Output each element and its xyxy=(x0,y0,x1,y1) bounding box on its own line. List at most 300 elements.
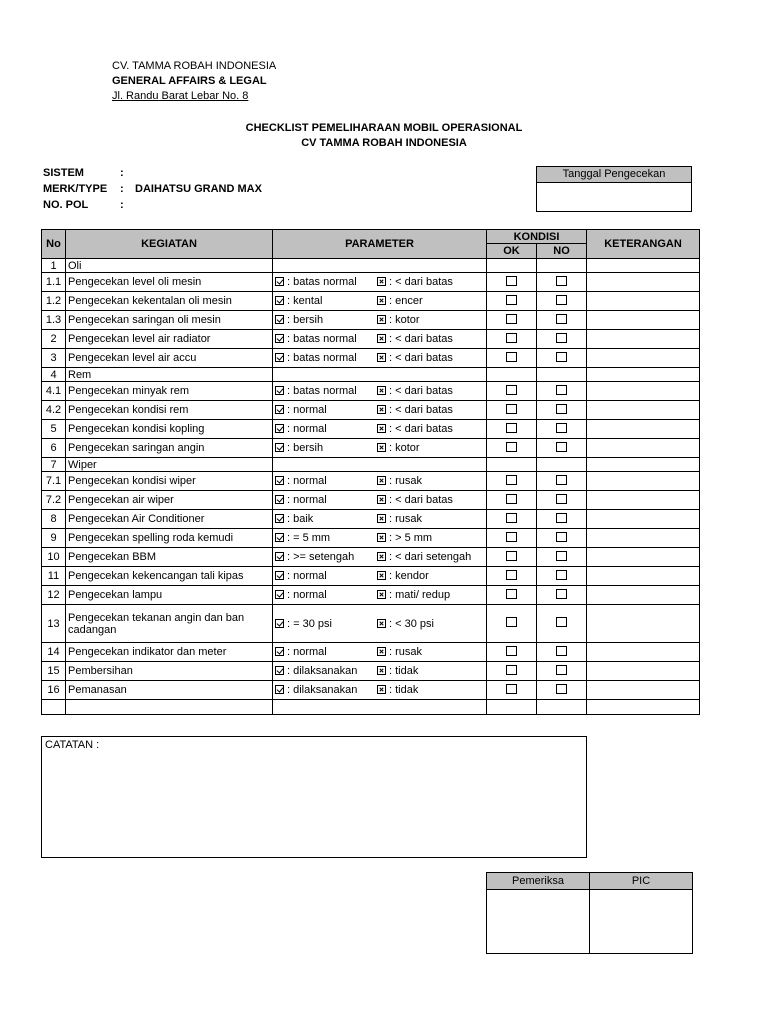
param-ok-text: : bersih xyxy=(287,442,324,454)
kondisi-ok-checkbox[interactable] xyxy=(506,684,517,694)
param-not-ok-text: : < 30 psi xyxy=(389,617,434,630)
param-ok-text: : normal xyxy=(287,404,327,416)
checkbox-checked-icon xyxy=(275,619,284,628)
kondisi-no-checkbox[interactable] xyxy=(556,570,567,580)
kondisi-ok-checkbox[interactable] xyxy=(506,404,517,414)
kondisi-no-cell xyxy=(537,529,587,548)
table-row xyxy=(42,605,700,643)
info-row-merk xyxy=(43,181,262,197)
row-parameter xyxy=(273,491,487,510)
checkbox-crossed-icon xyxy=(377,315,386,324)
section-row xyxy=(42,458,700,472)
kondisi-no-cell xyxy=(537,401,587,420)
row-kegiatan: Pemanasan xyxy=(66,681,273,700)
row-number: 3 xyxy=(42,349,66,368)
param-ok-text: : dilaksanakan xyxy=(287,684,358,696)
checkbox-checked-icon xyxy=(275,495,284,504)
table-row xyxy=(42,292,700,311)
checkbox-checked-icon xyxy=(275,334,284,343)
row-parameter xyxy=(273,586,487,605)
param-not-ok xyxy=(377,314,420,326)
table-row xyxy=(42,439,700,458)
notes-label: CATATAN : xyxy=(45,739,100,751)
param-ok-text: : normal xyxy=(287,646,327,658)
row-number: 9 xyxy=(42,529,66,548)
kondisi-ok-checkbox[interactable] xyxy=(506,532,517,542)
row-parameter xyxy=(273,700,487,715)
kondisi-no-cell xyxy=(537,491,587,510)
param-not-ok-text: : kendor xyxy=(389,570,429,582)
param-not-ok-text: : < dari batas xyxy=(389,385,453,397)
kondisi-no-cell xyxy=(537,420,587,439)
kondisi-no-cell xyxy=(537,662,587,681)
checkbox-checked-icon xyxy=(275,443,284,452)
row-number xyxy=(42,700,66,715)
row-number: 1.1 xyxy=(42,273,66,292)
param-not-ok xyxy=(377,532,432,544)
param-not-ok xyxy=(377,385,453,397)
kondisi-ok-cell xyxy=(487,330,537,349)
row-parameter xyxy=(273,292,487,311)
param-ok xyxy=(275,684,357,696)
checkbox-checked-icon xyxy=(275,424,284,433)
kondisi-ok-checkbox[interactable] xyxy=(506,333,517,343)
checkbox-checked-icon xyxy=(275,590,284,599)
kondisi-no-checkbox[interactable] xyxy=(556,423,567,433)
kondisi-ok-cell xyxy=(487,700,537,715)
company-header xyxy=(112,59,276,104)
row-parameter xyxy=(273,349,487,368)
row-parameter xyxy=(273,311,487,330)
row-parameter xyxy=(273,472,487,491)
kondisi-ok-cell xyxy=(487,292,537,311)
header-kegiatan: KEGIATAN xyxy=(66,230,273,259)
row-kegiatan: Wiper xyxy=(66,458,273,472)
kondisi-no-cell xyxy=(537,273,587,292)
row-number: 16 xyxy=(42,681,66,700)
table-row xyxy=(42,273,700,292)
kondisi-ok-cell xyxy=(487,349,537,368)
checkbox-crossed-icon xyxy=(377,277,386,286)
param-ok xyxy=(275,442,323,454)
row-parameter xyxy=(273,259,487,273)
row-kegiatan: Pengecekan level oli mesin xyxy=(66,273,273,292)
checkbox-checked-icon xyxy=(275,405,284,414)
param-not-ok xyxy=(377,665,418,677)
kondisi-no-checkbox[interactable] xyxy=(556,475,567,485)
colon: : xyxy=(120,183,124,195)
param-not-ok xyxy=(377,646,422,658)
param-not-ok-text: : < dari batas xyxy=(389,423,453,435)
kondisi-ok-checkbox[interactable] xyxy=(506,617,517,627)
keterangan-cell[interactable] xyxy=(587,273,700,292)
checkbox-crossed-icon xyxy=(377,443,386,452)
row-number: 4 xyxy=(42,368,66,382)
row-parameter xyxy=(273,681,487,700)
document-title xyxy=(0,121,768,151)
row-parameter xyxy=(273,458,487,472)
kondisi-no-cell xyxy=(537,439,587,458)
checkbox-checked-icon xyxy=(275,277,284,286)
kondisi-no-checkbox[interactable] xyxy=(556,513,567,523)
table-row xyxy=(42,420,700,439)
section-row xyxy=(42,368,700,382)
vehicle-info xyxy=(43,165,262,213)
kondisi-no-checkbox[interactable] xyxy=(556,532,567,542)
colon: : xyxy=(120,167,124,179)
row-parameter xyxy=(273,273,487,292)
param-ok-text: : dilaksanakan xyxy=(287,665,358,677)
row-kegiatan: Pengecekan kekencangan tali kipas xyxy=(66,567,273,586)
param-not-ok-text: : mati/ redup xyxy=(389,589,451,601)
row-number: 6 xyxy=(42,439,66,458)
param-ok-text: : batas normal xyxy=(287,333,357,345)
pemeriksa-signature-field[interactable] xyxy=(487,890,590,954)
kondisi-no-checkbox[interactable] xyxy=(556,665,567,675)
kondisi-ok-cell xyxy=(487,439,537,458)
kondisi-no-cell xyxy=(537,567,587,586)
row-kegiatan: Pembersihan xyxy=(66,662,273,681)
param-ok xyxy=(275,618,332,630)
param-ok xyxy=(275,333,357,345)
row-kegiatan: Pengecekan tekanan angin dan ban cadangan xyxy=(66,605,273,643)
kondisi-ok-checkbox[interactable] xyxy=(506,352,517,362)
row-number: 12 xyxy=(42,586,66,605)
param-ok xyxy=(275,570,327,582)
kondisi-ok-checkbox[interactable] xyxy=(506,646,517,656)
header-kondisi: KONDISI xyxy=(487,230,587,244)
row-parameter xyxy=(273,510,487,529)
checkbox-checked-icon xyxy=(275,647,284,656)
keterangan-cell[interactable] xyxy=(587,491,700,510)
kondisi-ok-checkbox[interactable] xyxy=(506,295,517,305)
kondisi-no-checkbox[interactable] xyxy=(556,314,567,324)
row-parameter xyxy=(273,439,487,458)
pemeriksa-label: Pemeriksa xyxy=(487,873,590,890)
kondisi-ok-checkbox[interactable] xyxy=(506,276,517,286)
info-row-nopol xyxy=(43,197,262,213)
param-not-ok-text: : tidak xyxy=(389,684,419,696)
checkbox-crossed-icon xyxy=(377,685,386,694)
checkbox-crossed-icon xyxy=(377,296,386,305)
kondisi-ok-cell xyxy=(487,273,537,292)
kondisi-ok-cell xyxy=(487,529,537,548)
keterangan-cell[interactable] xyxy=(587,420,700,439)
param-not-ok-text: : rusak xyxy=(389,646,423,658)
section-row xyxy=(42,259,700,273)
kondisi-ok-checkbox[interactable] xyxy=(506,665,517,675)
kondisi-ok-checkbox[interactable] xyxy=(506,551,517,561)
row-kegiatan: Pengecekan kondisi kopling xyxy=(66,420,273,439)
kondisi-no-cell xyxy=(537,292,587,311)
kondisi-ok-cell xyxy=(487,662,537,681)
table-row xyxy=(42,401,700,420)
checklist-rows xyxy=(42,259,700,715)
checkbox-crossed-icon xyxy=(377,666,386,675)
date-field[interactable] xyxy=(537,183,691,212)
kondisi-no-cell xyxy=(537,259,587,273)
param-ok xyxy=(275,295,322,307)
kondisi-ok-checkbox[interactable] xyxy=(506,442,517,452)
table-row xyxy=(42,382,700,401)
checkbox-crossed-icon xyxy=(377,590,386,599)
kondisi-no-checkbox[interactable] xyxy=(556,551,567,561)
checkbox-crossed-icon xyxy=(377,386,386,395)
param-ok-text: : baik xyxy=(287,513,314,525)
checkbox-crossed-icon xyxy=(377,476,386,485)
param-ok-text: : kental xyxy=(287,295,323,307)
kondisi-ok-cell xyxy=(487,586,537,605)
param-ok-text: : normal xyxy=(287,494,327,506)
checkbox-checked-icon xyxy=(275,571,284,580)
header-no: No xyxy=(42,230,66,259)
row-number: 1.3 xyxy=(42,311,66,330)
merk-label: MERK/TYPE xyxy=(43,183,108,195)
param-not-ok-text: : < dari batas xyxy=(389,276,453,288)
row-number: 13 xyxy=(42,605,66,643)
kondisi-ok-cell xyxy=(487,368,537,382)
kondisi-no-checkbox[interactable] xyxy=(556,442,567,452)
param-ok-text: : = 5 mm xyxy=(287,532,331,544)
keterangan-cell[interactable] xyxy=(587,605,700,643)
kondisi-ok-cell xyxy=(487,401,537,420)
param-ok xyxy=(275,513,313,525)
header-ok: OK xyxy=(487,244,537,259)
param-not-ok-text: : kotor xyxy=(389,314,420,326)
checkbox-crossed-icon xyxy=(377,552,386,561)
kondisi-ok-cell xyxy=(487,510,537,529)
kondisi-no-cell xyxy=(537,349,587,368)
table-row xyxy=(42,548,700,567)
row-kegiatan: Pengecekan level air accu xyxy=(66,349,273,368)
row-kegiatan: Pengecekan kekentalan oli mesin xyxy=(66,292,273,311)
param-not-ok-text: : < dari setengah xyxy=(389,551,472,563)
param-not-ok xyxy=(377,276,453,288)
checkbox-checked-icon xyxy=(275,296,284,305)
param-ok-text: : >= setengah xyxy=(287,551,355,563)
row-number: 11 xyxy=(42,567,66,586)
table-row xyxy=(42,567,700,586)
table-row xyxy=(42,472,700,491)
keterangan-cell[interactable] xyxy=(587,382,700,401)
keterangan-cell[interactable] xyxy=(587,311,700,330)
kondisi-no-checkbox[interactable] xyxy=(556,333,567,343)
row-kegiatan: Oli xyxy=(66,259,273,273)
row-number: 2 xyxy=(42,330,66,349)
info-row-sistem xyxy=(43,165,262,181)
kondisi-no-cell xyxy=(537,311,587,330)
pic-signature-field[interactable] xyxy=(590,890,693,954)
checkbox-crossed-icon xyxy=(377,405,386,414)
kondisi-ok-checkbox[interactable] xyxy=(506,494,517,504)
param-not-ok-text: : > 5 mm xyxy=(389,532,433,544)
param-ok xyxy=(275,423,327,435)
kondisi-no-checkbox[interactable] xyxy=(556,494,567,504)
kondisi-ok-checkbox[interactable] xyxy=(506,475,517,485)
row-parameter xyxy=(273,401,487,420)
param-not-ok-text: : < dari batas xyxy=(389,333,453,345)
param-not-ok-text: : < dari batas xyxy=(389,404,453,416)
param-not-ok xyxy=(377,352,453,364)
kondisi-no-cell xyxy=(537,382,587,401)
param-not-ok xyxy=(377,404,453,416)
row-number: 15 xyxy=(42,662,66,681)
title-line-2: CV TAMMA ROBAH INDONESIA xyxy=(301,137,467,149)
param-ok-text: : batas normal xyxy=(287,385,357,397)
table-row xyxy=(42,662,700,681)
kondisi-no-cell xyxy=(537,643,587,662)
keterangan-cell[interactable] xyxy=(587,401,700,420)
keterangan-cell[interactable] xyxy=(587,368,700,382)
kondisi-no-checkbox[interactable] xyxy=(556,276,567,286)
param-not-ok-text: : < dari batas xyxy=(389,494,453,506)
row-parameter xyxy=(273,330,487,349)
kondisi-ok-checkbox[interactable] xyxy=(506,570,517,580)
keterangan-cell[interactable] xyxy=(587,586,700,605)
keterangan-cell[interactable] xyxy=(587,643,700,662)
kondisi-ok-checkbox[interactable] xyxy=(506,513,517,523)
row-parameter xyxy=(273,567,487,586)
kondisi-no-cell xyxy=(537,586,587,605)
keterangan-cell[interactable] xyxy=(587,700,700,715)
param-not-ok-text: : encer xyxy=(389,295,423,307)
keterangan-cell[interactable] xyxy=(587,681,700,700)
param-not-ok xyxy=(377,442,420,454)
keterangan-cell[interactable] xyxy=(587,330,700,349)
row-kegiatan xyxy=(66,700,273,715)
param-not-ok xyxy=(377,475,422,487)
table-row xyxy=(42,311,700,330)
keterangan-cell[interactable] xyxy=(587,567,700,586)
header-no-col: NO xyxy=(537,244,587,259)
param-ok xyxy=(275,352,357,364)
param-not-ok xyxy=(377,589,450,601)
param-ok-text: : normal xyxy=(287,589,327,601)
row-kegiatan: Pengecekan spelling roda kemudi xyxy=(66,529,273,548)
kondisi-ok-checkbox[interactable] xyxy=(506,423,517,433)
checkbox-checked-icon xyxy=(275,685,284,694)
checkbox-checked-icon xyxy=(275,552,284,561)
keterangan-cell[interactable] xyxy=(587,439,700,458)
checkbox-checked-icon xyxy=(275,315,284,324)
kondisi-ok-checkbox[interactable] xyxy=(506,589,517,599)
kondisi-no-cell xyxy=(537,548,587,567)
row-kegiatan: Pengecekan air wiper xyxy=(66,491,273,510)
row-parameter xyxy=(273,662,487,681)
kondisi-no-checkbox[interactable] xyxy=(556,646,567,656)
table-row xyxy=(42,586,700,605)
row-parameter xyxy=(273,643,487,662)
keterangan-cell[interactable] xyxy=(587,510,700,529)
param-not-ok xyxy=(377,333,453,345)
sistem-label: SISTEM xyxy=(43,167,84,179)
keterangan-cell[interactable] xyxy=(587,529,700,548)
table-row xyxy=(42,681,700,700)
section-row xyxy=(42,700,700,715)
param-ok xyxy=(275,494,327,506)
keterangan-cell[interactable] xyxy=(587,259,700,273)
keterangan-cell[interactable] xyxy=(587,472,700,491)
row-parameter xyxy=(273,382,487,401)
row-number: 10 xyxy=(42,548,66,567)
kondisi-ok-cell xyxy=(487,491,537,510)
param-not-ok xyxy=(377,513,422,525)
row-kegiatan: Pengecekan Air Conditioner xyxy=(66,510,273,529)
kondisi-no-checkbox[interactable] xyxy=(556,404,567,414)
nopol-label: NO. POL xyxy=(43,199,89,211)
row-kegiatan: Pengecekan BBM xyxy=(66,548,273,567)
param-ok-text: : bersih xyxy=(287,314,324,326)
keterangan-cell[interactable] xyxy=(587,349,700,368)
param-ok-text: : batas normal xyxy=(287,276,357,288)
param-not-ok xyxy=(377,423,453,435)
checkbox-checked-icon xyxy=(275,533,284,542)
row-kegiatan: Rem xyxy=(66,368,273,382)
table-row xyxy=(42,510,700,529)
checkbox-checked-icon xyxy=(275,353,284,362)
param-not-ok-text: : < dari batas xyxy=(389,352,453,364)
row-number: 7.2 xyxy=(42,491,66,510)
kondisi-ok-cell xyxy=(487,311,537,330)
param-ok-text: : = 30 psi xyxy=(287,617,332,630)
kondisi-no-checkbox[interactable] xyxy=(556,617,567,627)
param-ok xyxy=(275,665,357,677)
checkbox-checked-icon xyxy=(275,386,284,395)
checkbox-crossed-icon xyxy=(377,353,386,362)
checkbox-crossed-icon xyxy=(377,571,386,580)
row-number: 7.1 xyxy=(42,472,66,491)
kondisi-ok-cell xyxy=(487,458,537,472)
company-name: CV. TAMMA ROBAH INDONESIA xyxy=(112,60,277,72)
param-not-ok xyxy=(377,494,453,506)
kondisi-ok-checkbox[interactable] xyxy=(506,314,517,324)
row-kegiatan: Pengecekan kondisi rem xyxy=(66,401,273,420)
kondisi-ok-cell xyxy=(487,548,537,567)
table-row xyxy=(42,330,700,349)
department-name: GENERAL AFFAIRS & LEGAL xyxy=(112,75,267,87)
keterangan-cell[interactable] xyxy=(587,662,700,681)
param-ok xyxy=(275,475,327,487)
row-kegiatan: Pengecekan indikator dan meter xyxy=(66,643,273,662)
row-parameter xyxy=(273,605,487,643)
param-ok xyxy=(275,404,327,416)
notes-box[interactable] xyxy=(41,736,587,858)
date-box xyxy=(536,166,692,212)
row-number: 7 xyxy=(42,458,66,472)
checkbox-crossed-icon xyxy=(377,495,386,504)
merk-value[interactable]: DAIHATSU GRAND MAX xyxy=(135,183,262,195)
checkbox-crossed-icon xyxy=(377,619,386,628)
param-ok xyxy=(275,646,327,658)
param-ok-text: : normal xyxy=(287,570,327,582)
kondisi-no-checkbox[interactable] xyxy=(556,295,567,305)
kondisi-no-cell xyxy=(537,700,587,715)
kondisi-ok-cell xyxy=(487,681,537,700)
row-number: 1 xyxy=(42,259,66,273)
keterangan-cell[interactable] xyxy=(587,548,700,567)
param-ok-text: : batas normal xyxy=(287,352,357,364)
kondisi-ok-checkbox[interactable] xyxy=(506,385,517,395)
kondisi-no-checkbox[interactable] xyxy=(556,352,567,362)
kondisi-no-checkbox[interactable] xyxy=(556,589,567,599)
kondisi-no-checkbox[interactable] xyxy=(556,385,567,395)
keterangan-cell[interactable] xyxy=(587,292,700,311)
kondisi-no-checkbox[interactable] xyxy=(556,684,567,694)
keterangan-cell[interactable] xyxy=(587,458,700,472)
table-row xyxy=(42,349,700,368)
kondisi-ok-cell xyxy=(487,605,537,643)
header-parameter: PARAMETER xyxy=(273,230,487,259)
